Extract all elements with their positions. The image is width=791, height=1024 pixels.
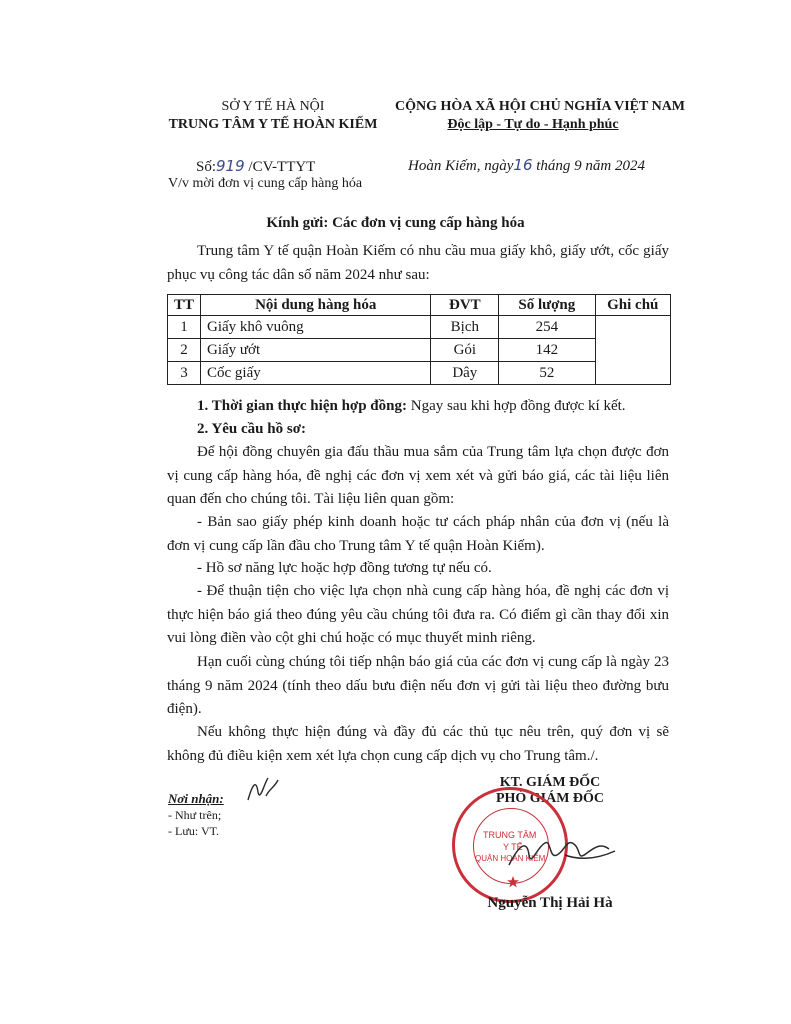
table-cell: 52	[499, 362, 595, 385]
table-cell: 3	[168, 362, 201, 385]
goods-table	[167, 294, 671, 385]
col-header: Nội dung hàng hóa	[201, 295, 431, 316]
table-cell: 142	[499, 339, 595, 362]
section-heading: 1. Thời gian thực hiện hợp đồng:	[197, 398, 407, 414]
table-cell: 1	[168, 316, 201, 339]
table-cell: Bịch	[431, 316, 499, 339]
date-prefix: Hoàn Kiếm, ngày	[408, 158, 514, 174]
table-cell: 2	[168, 339, 201, 362]
date-suffix: tháng 9 năm 2024	[536, 158, 645, 174]
subject-line: V/v mời đơn vị cung cấp hàng hóa	[168, 176, 363, 191]
signatory-line2: PHÓ GIÁM ĐỐC	[495, 791, 605, 806]
signatory-line1: KT. GIÁM ĐỐC	[499, 775, 601, 790]
stamp-text: Y TẾ	[503, 842, 523, 852]
table-row	[168, 316, 671, 339]
recipients-title: Nơi nhận:	[168, 791, 224, 806]
table-cell: Cốc giấy	[201, 362, 431, 385]
col-header: ĐVT	[431, 295, 499, 316]
stamp-text: QUẬN HOÀN KIẾM	[475, 854, 546, 863]
table-cell: Giấy ướt	[201, 339, 431, 362]
col-header: Ghi chú	[595, 295, 671, 316]
document-number	[196, 156, 315, 177]
table-cell: Dây	[431, 362, 499, 385]
table-cell: Gói	[431, 339, 499, 362]
addressee: Kính gửi: Các đơn vị cung cấp hàng hóa	[266, 215, 525, 231]
number-suffix: /CV-TTYT	[248, 159, 316, 175]
country-name: CỘNG HÒA XÃ HỘI CHỦ NGHĨA VIỆT NAM	[395, 99, 686, 114]
paragraph: - Để thuận tiện cho việc lựa chọn nhà cung cấp hàng hóa, đề nghị các đơn vị thực hiện báo giá theo đúng yêu cầu chúng tôi đưa ra. Có điểm gì cần thay đổi xin vui lòng điền vào cột ghi chú hoặc có mục thuyết minh riêng.	[167, 583, 669, 646]
col-header: Số lượng	[499, 295, 595, 316]
col-header: TT	[168, 295, 201, 316]
stamp-text: TRUNG TÂM	[483, 830, 537, 840]
paragraph: Hạn cuối cùng chúng tôi tiếp nhận báo giá của các đơn vị cung cấp là ngày 23 tháng 9 năm 2024 (tính theo dấu bưu điện nếu đơn vị gửi tài liệu theo đường bưu điện).	[167, 654, 669, 717]
recipients-block	[168, 791, 224, 839]
signature-icon	[505, 825, 620, 880]
intro-paragraph: Trung tâm Y tế quận Hoàn Kiếm có nhu cầu mua giấy khô, giấy ướt, cốc giấy phục vụ công tác dân số năm 2024 như sau:	[167, 243, 669, 283]
paragraph: - Bản sao giấy phép kinh doanh hoặc tư cách pháp nhân của đơn vị (nếu là đơn vị cung cấp lần đầu cho Trung tâm Y tế quận Hoàn Kiếm).	[167, 514, 669, 554]
section-text: Ngay sau khi hợp đồng được kí kết.	[407, 398, 626, 414]
table-cell: 254	[499, 316, 595, 339]
paragraph: Để hội đồng chuyên gia đấu thầu mua sắm của Trung tâm lựa chọn được đơn vị cung cấp hàng hóa, đề nghị các đơn vị xem xét và gửi báo giá, các tài liệu liên quan đến cho chúng tôi. Tài liệu liên quan gồm:	[167, 444, 669, 507]
table-cell: Giấy khô vuông	[201, 316, 431, 339]
motto: Độc lập - Tự do - Hạnh phúc	[447, 117, 619, 132]
recipient-item: - Lưu: VT.	[168, 824, 220, 838]
recipient-item: - Như trên;	[168, 808, 222, 822]
paragraph: - Hồ sơ năng lực hoặc hợp đồng tương tự nếu có.	[197, 560, 492, 576]
handwritten-number: 919	[216, 157, 245, 175]
notes-cell	[595, 316, 671, 385]
section-contract-time	[167, 395, 669, 419]
organization-name: TRUNG TÂM Y TẾ HOÀN KIẾM	[168, 117, 378, 132]
number-prefix: Số:	[196, 159, 217, 175]
paragraph: Nếu không thực hiện đúng và đầy đủ các thủ tục nêu trên, quý đơn vị sẽ không đủ điều kiện xem xét lựa chọn cung cấp dịch vụ cho Trung tâm./.	[167, 724, 669, 764]
department-name: SỞ Y TẾ HÀ NỘI	[221, 99, 325, 114]
section-requirements-heading: 2. Yêu cầu hồ sơ:	[197, 421, 307, 437]
issuer-block	[163, 98, 383, 134]
document-date	[408, 156, 645, 175]
handwritten-day: 16	[513, 156, 533, 174]
table-header-row	[168, 295, 671, 316]
initials-signature-icon	[244, 770, 284, 810]
national-motto-block	[395, 98, 686, 134]
signatory-name: Nguyễn Thị Hải Hà	[487, 895, 613, 911]
